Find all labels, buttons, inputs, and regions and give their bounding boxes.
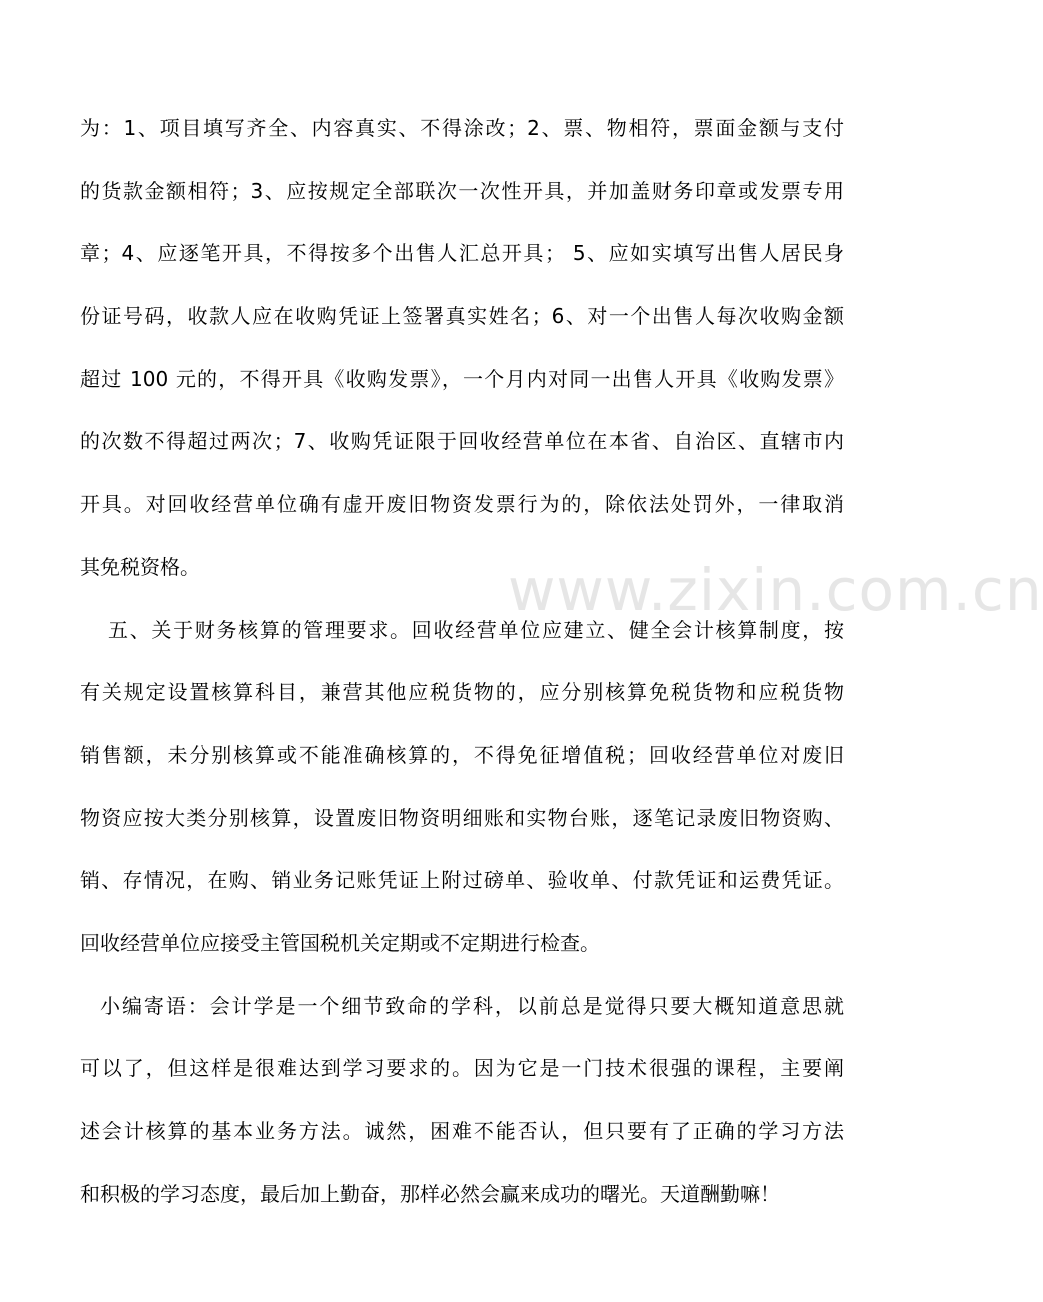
- paragraph-line: 为：1、项目填写齐全、内容真实、不得涂改；2、票、物相符，票面金额与支付: [80, 116, 844, 140]
- paragraph-invoice-requirements: [80, 118, 844, 577]
- paragraph-line: 五、关于财务核算的管理要求。回收经营单位应建立、健全会计核算制度，按: [108, 617, 844, 642]
- paragraph-line: 销售额，未分别核算或不能准确核算的，不得免征增值税；回收经营单位对废旧: [80, 742, 844, 767]
- paragraph-line: 和积极的学习态度，最后加上勤奋，那样必然会赢来成功的曙光。天道酬勤嘛！: [80, 1181, 780, 1206]
- paragraph-line: 销、存情况，在购、销业务记账凭证上附过磅单、验收单、付款凭证和运费凭证。: [80, 868, 844, 893]
- paragraph-line: 述会计核算的基本业务方法。诚然，困难不能否认，但只要有了正确的学习方法: [80, 1119, 844, 1143]
- paragraph-line: 有关规定设置核算科目，兼营其他应税货物的，应分别核算免税货物和应税货物: [80, 680, 844, 705]
- paragraph-line: 小编寄语：会计学是一个细节致命的学科，以前总是觉得只要大概知道意思就: [100, 993, 844, 1018]
- paragraph-line: 的次数不得超过两次；7、收购凭证限于回收经营单位在本省、自治区、直辖市内: [80, 429, 844, 454]
- paragraph-line: 可以了，但这样是很难达到学习要求的。因为它是一门技术很强的课程，主要阐: [80, 1056, 844, 1081]
- document-body: [80, 118, 844, 1246]
- paragraph-line: 的货款金额相符；3、应按规定全部联次一次性开具，并加盖财务印章或发票专用: [80, 178, 844, 203]
- paragraph-editor-note: [80, 993, 844, 1206]
- paragraph-line: 物资应按大类分别核算，设置废旧物资明细账和实物台账，逐笔记录废旧物资购、: [80, 805, 844, 830]
- paragraph-line: 章；4、应逐笔开具，不得按多个出售人汇总开具； 5、应如实填写出售人居民身: [80, 241, 844, 266]
- paragraph-line: 开具。对回收经营单位确有虚开废旧物资发票行为的，除依法处罚外，一律取消: [80, 492, 844, 517]
- paragraph-accounting-requirements: [80, 617, 844, 955]
- paragraph-line: 其免税资格。: [80, 554, 200, 579]
- paragraph-line: 回收经营单位应接受主管国税机关定期或不定期进行检查。: [80, 930, 600, 955]
- paragraph-line: 份证号码，收款人应在收购凭证上签署真实姓名；6、对一个出售人每次收购金额: [80, 304, 844, 329]
- paragraph-line: 超过 100 元的，不得开具《收购发票》，一个月内对同一出售人开具《收购发票》: [80, 366, 844, 391]
- watermark: www.zixin.com.cn: [508, 556, 1043, 624]
